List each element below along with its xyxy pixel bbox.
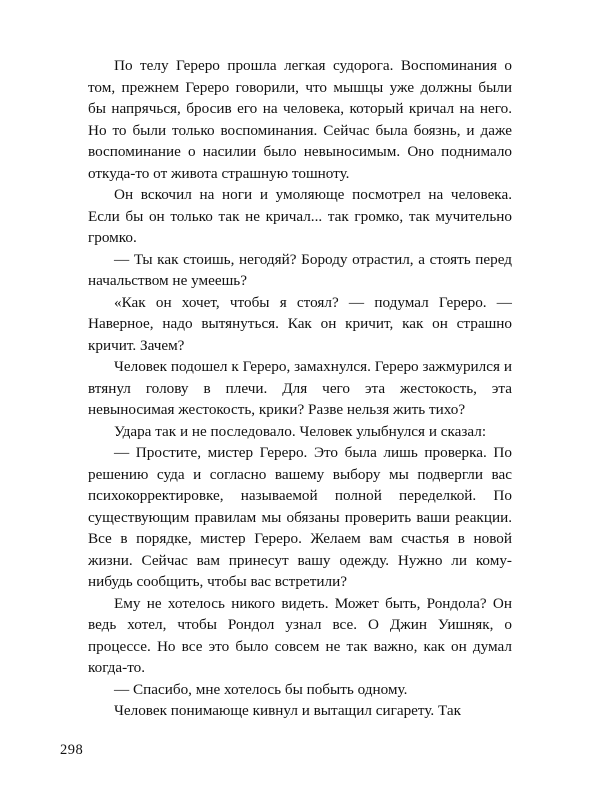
body-text-column xyxy=(88,55,512,722)
paragraph: Ему не хотелось никого видеть. Может быть, Рондола? Он ведь хотел, чтобы Рондол узнал все. О Джин Уишняк, о процессе. Но все это было совсем не так важно, как он думал когда-то. xyxy=(88,594,512,676)
paragraph: Он вскочил на ноги и умоляюще посмотрел на человека. Если бы он только так не кричал... так громко, так мучительно громко. xyxy=(88,186,512,246)
paragraph: Удара так и не последовало. Человек улыбнулся и сказал: xyxy=(114,422,487,440)
paragraph: — Ты как стоишь, негодяй? Бороду отрастил, а стоять перед начальством не умеешь? xyxy=(88,250,512,289)
paragraph: — Простите, мистер Гереро. Это была лишь проверка. По решению суда и согласно вашему выбору мы подвергли вас психокорректировке, называемой полной переделкой. По существующим правилам мы обязаны проверить ваши реакции. Все в порядке, мистер Гереро. Желаем вам счастья в новой жизни. Сейчас вам принесут вашу одежду. Нужно ли кому-нибудь сообщить, чтобы вас встретили? xyxy=(88,444,512,590)
paragraph: По телу Гереро прошла легкая судорога. Воспоминания о том, прежнем Гереро говорили, что мышцы уже должны были бы напрячься, бросив его на человека, который кричал на него. Но то были только воспоминания. Сейчас была боязнь, и даже воспоминание о насилии было невыносимым. Оно поднимало откуда-то от живота страшную тошноту. xyxy=(88,57,512,182)
paragraph: — Спасибо, мне хотелось бы побыть одному. xyxy=(114,680,408,698)
paragraph: «Как он хочет, чтобы я стоял? — подумал Гереро. — Наверное, надо вытянуться. Как он кричит, как он страшно кричит. Зачем? xyxy=(88,293,512,354)
page-number: 298 xyxy=(60,742,84,758)
paragraph: Человек подошел к Гереро, замахнулся. Гереро зажмурился и втянул голову в плечи. Для чего эта жестокость, эта невыносимая жестокость, крики? Разве нельзя жить тихо? xyxy=(88,358,512,418)
paragraph: Человек понимающе кивнул и вытащил сигарету. Так xyxy=(114,702,462,719)
